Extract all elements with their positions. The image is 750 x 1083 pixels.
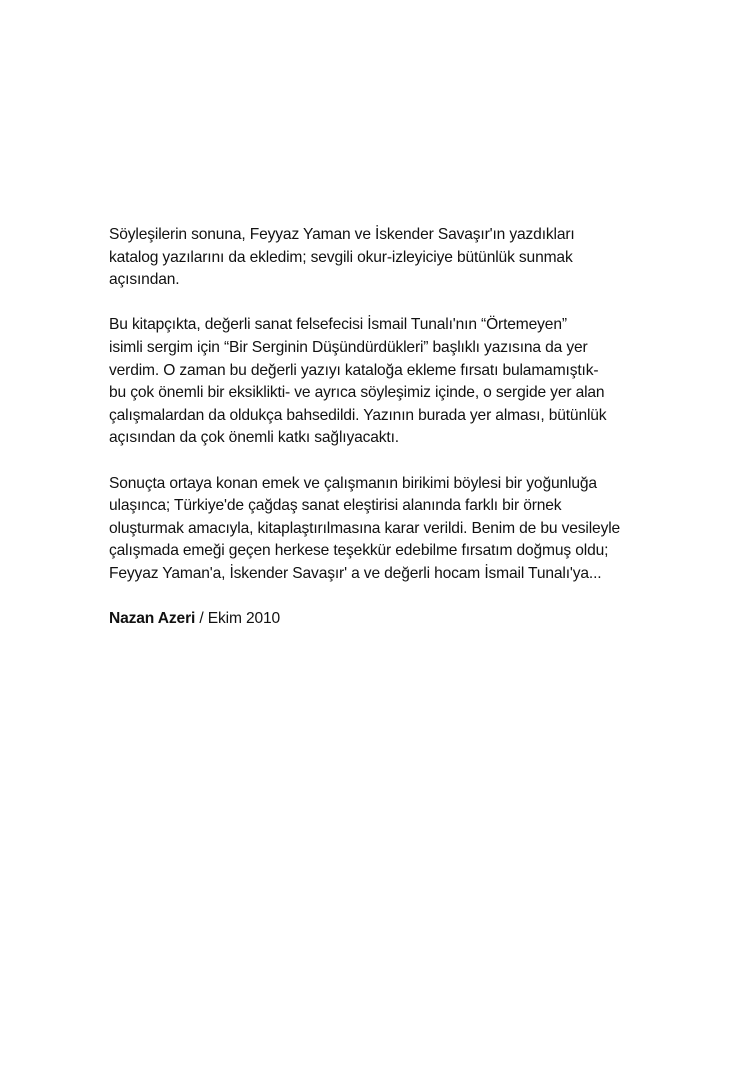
- text-line: Söyleşilerin sonuna, Feyyaz Yaman ve İskender Savaşır'ın yazdıkları: [109, 226, 575, 243]
- text-line: ulaşınca; Türkiye'de çağdaş sanat eleştirisi alanında farklı bir örnek: [109, 497, 562, 515]
- text-line: Sonuçta ortaya konan emek ve çalışmanın birikimi böylesi bir yoğunluğa: [109, 474, 597, 492]
- text-line: çalışmalardan da oldukça bahsedildi. Yazının burada yer alması, bütünlük: [109, 406, 607, 424]
- paragraph-1: [109, 224, 689, 292]
- text-line: Bu kitapçıkta, değerli sanat felsefecisi İsmail Tunalı'nın “Örtemeyen”: [109, 316, 567, 334]
- paragraph-3: [109, 473, 689, 586]
- body-text: [109, 224, 689, 631]
- text-line: bu çok önemli bir eksiklikti- ve ayrıca söyleşimiz içinde, o sergide yer alan: [109, 384, 605, 402]
- text-line: açısından.: [109, 271, 180, 289]
- signature-separator: /: [195, 610, 208, 628]
- text-line: isimli sergim için “Bir Serginin Düşündürdükleri” başlıklı yazısına da yer: [109, 338, 588, 356]
- paragraph-2: [109, 314, 689, 450]
- text-line: Feyyaz Yaman'a, İskender Savaşır' a ve değerli hocam İsmail Tunalı'ya...: [109, 564, 602, 582]
- text-line: verdim. O zaman bu değerli yazıyı kataloğa ekleme fırsatı bulamamıştık-: [109, 361, 599, 379]
- text-line: oluşturmak amacıyla, kitaplaştırılmasına karar verildi. Benim de bu vesileyle: [109, 519, 621, 537]
- author-name: Nazan Azeri: [109, 610, 196, 628]
- text-line: açısından da çok önemli katkı sağlıyacaktı.: [109, 429, 399, 447]
- text-line: katalog yazılarını da ekledim; sevgili okur-izleyiciye bütünlük sunmak: [109, 248, 573, 266]
- text-line: çalışmada emeği geçen herkese teşekkür edebilme fırsatım doğmuş oldu;: [109, 542, 609, 560]
- signature-date: Ekim 2010: [207, 610, 281, 628]
- signature: [109, 608, 689, 631]
